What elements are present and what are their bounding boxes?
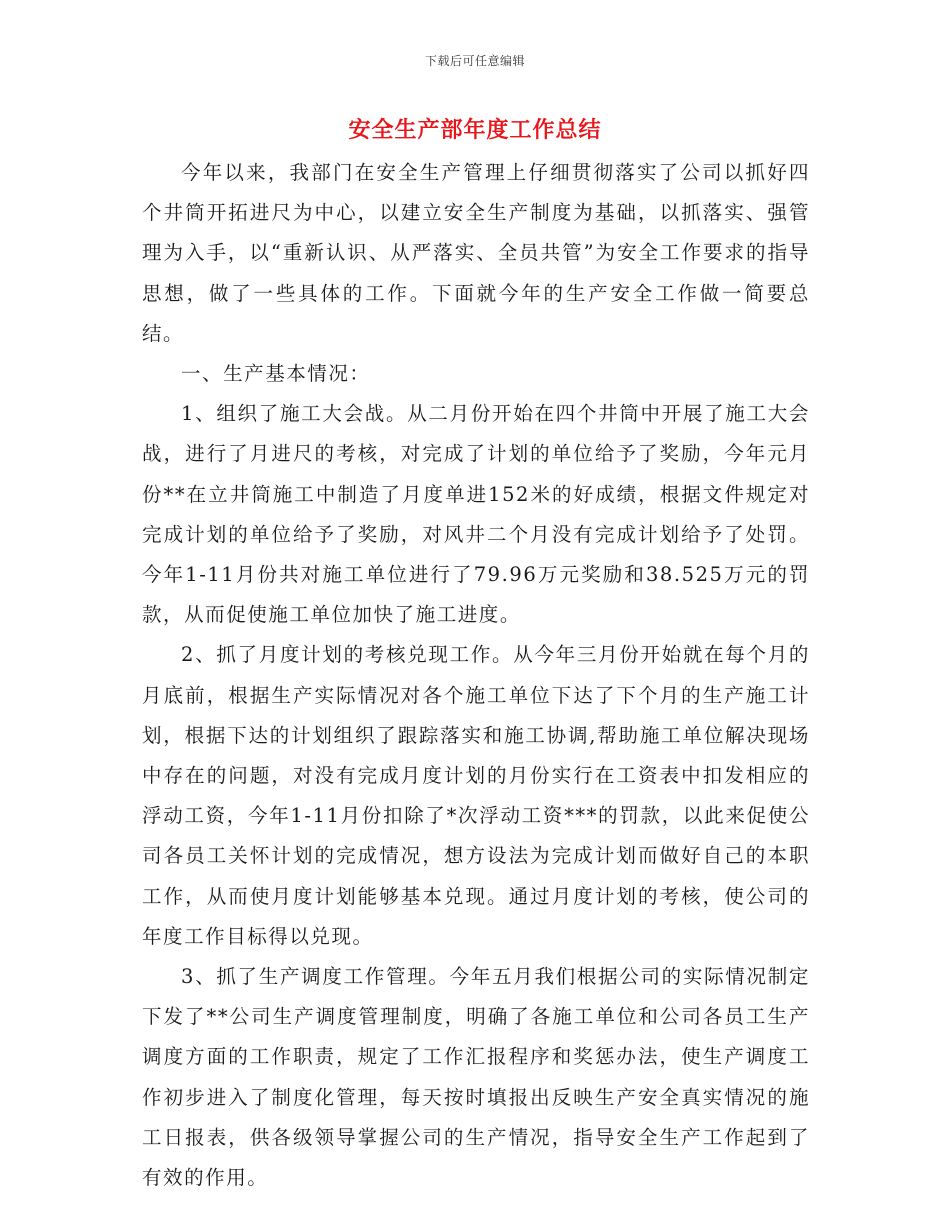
- section-heading: 一、生产基本情况：: [181, 362, 371, 386]
- document-body: [142, 153, 810, 1198]
- document-title: 安全生产部年度工作总结: [348, 117, 602, 143]
- intro-paragraph: 今年以来，我部门在安全生产管理上仔细贯彻落实了公司以抓好四个井筒开拓进尺为中心，以建立安全生产制度为基础，以抓落实、强管理为入手，以“重新认识、从严落实、全员共管”为安全工作要求的指导思想，做了一些具体的工作。下面就今年的生产安全工作做一简要总结。: [142, 161, 810, 345]
- item-paragraph-3: 3、抓了生产调度工作管理。今年五月我们根据公司的实际情况制定下发了**公司生产调度管理制度，明确了各施工单位和公司各员工生产调度方面的工作职责，规定了工作汇报程序和奖惩办法，使生产调度工作初步进入了制度化管理，每天按时填报出反映生产安全真实情况的施工日报表，供各级领导掌握公司的生产情况，指导安全生产工作起到了有效的作用。: [142, 965, 810, 1190]
- item-paragraph-2: 2、抓了月度计划的考核兑现工作。从今年三月份开始就在每个月的月底前，根据生产实际情况对各个施工单位下达了下个月的生产施工计划，根据下达的计划组织了跟踪落实和施工协调,帮助施工单位解决现场中存在的问题，对没有完成月度计划的月份实行在工资表中扣发相应的浮动工资，今年1-11月份扣除了*次浮动工资***的罚款，以此来促使公司各员工关怀计划的完成情况，想方设法为完成计划而做好自己的本职工作，从而使月度计划能够基本兑现。通过月度计划的考核，使公司的年度工作目标得以兑现。: [142, 643, 810, 948]
- item-paragraph-1: 1、组织了施工大会战。从二月份开始在四个井筒中开展了施工大会战，进行了月进尺的考核，对完成了计划的单位给予了奖励，今年元月份**在立井筒施工中制造了月度单进152米的好成绩，根据文件规定对完成计划的单位给予了奖励，对风井二个月没有完成计划给予了处罚。今年1-11月份共对施工单位进行了79.96万元奖励和38.525万元的罚款，从而促使施工单位加快了施工进度。: [142, 402, 810, 627]
- page-header: 下载后可任意编辑: [424, 54, 525, 68]
